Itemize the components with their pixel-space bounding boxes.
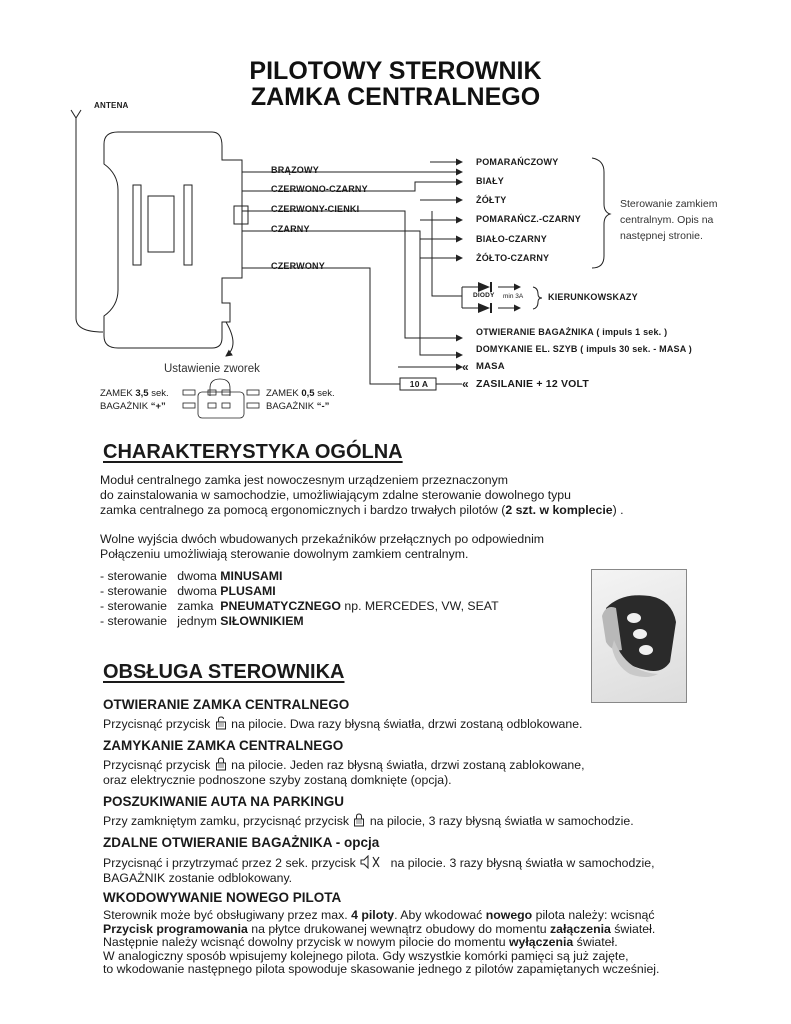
wire-czerwony [242,268,400,384]
jumper-right-line2: BAGAŻNIK “-” [266,401,330,412]
jumper-block-icon [183,379,259,418]
output-label-zolty: ŻÓŁTY [476,195,507,205]
fuse-label: 10 A [409,379,429,389]
open-lock-title: OTWIERANIE ZAMKA CENTRALNEGO [103,697,350,712]
wire-label-czerwony-cienki: CZERWONY-CIENKI [271,204,360,214]
close-lock-text: Przycisnąć przycisk na pilocie. Jeden raz błysną światła, drzwi zostaną zablokowane, oraz elektrycznie podnoszone szyby zostaną domknięte (opcja). [103,758,585,787]
diodes-fuse-label: min 3A [503,293,524,300]
general-paragraph-1: Moduł centralnego zamka jest nowoczesnym urządzeniem przeznaczonym do zainstalowania w samochodzie, umożliwiającym zdalne sterowanie dowolnego typu zamka centralnego za pomocą ergonomicznych i bardzo trwałych pilotów (2 szt. w komplecie) . [100,473,624,517]
find-car-title: POSZUKIWANIE AUTA NA PARKINGU [103,794,344,809]
remote-key-fob-icon [592,570,686,702]
trunk-open-title: ZDALNE OTWIERANIE BAGAŻNIKA - opcja [103,835,380,850]
svg-text:«: « [462,377,469,391]
wire-czarny [242,231,462,355]
jumper-settings-title: Ustawienie zworek [164,363,260,375]
find-car-text: Przy zamkniętym zamku, przycisnąć przycisk na pilocie, 3 razy błysną światła w samochodzie. [103,814,634,828]
list-item: - sterowanie dwoma MINUSAMI [100,569,283,583]
diodes-label: DIODY [473,292,495,299]
speaker-mute-icon [360,855,386,869]
output-ground-label: MASA [476,361,505,372]
controller-module-icon [104,132,248,348]
jumper-left-line1: ZAMEK 3,5 sek. [100,388,169,399]
output-label-zolto-czarny: ŻÓŁTO-CZARNY [476,253,550,263]
output-trunk-label: OTWIERANIE BAGAŻNIKA ( impuls 1 sek. ) [476,327,668,337]
wire-label-czerwono-czarny: CZERWONO-CZARNY [271,184,368,194]
svg-text:«: « [462,360,469,374]
new-remote-title: WKODOWYWANIE NOWEGO PILOTA [103,890,342,905]
unlock-icon [215,716,227,730]
trunk-open-text: Przycisnąć i przytrzymać przez 2 sek. przycisk na pilocie. 3 razy błysną światła w samochodzie, BAGAŻNIK zostanie odblokowany. [103,856,655,885]
new-remote-text: Sterownik może być obsługiwany przez max. 4 piloty. Aby wkodować nowego pilota należy: wcisnąć Przycisk programowania na płytce drukowanej wewnątrz obudowy do momentu załączenia świateł. Następnie należy wcisnąć dowolny przycisk w nowym pilocie do momentu wyłączenia świateł. W analogiczny sposób wpisujemy kolejnego pilota. Gdy wszystkie komórki pamięci są już zajęte, to wkodowanie następnego pilota spowoduje skasowanie jednego z pilotów zapamiętanych wcześniej. [103,908,660,976]
page-title-line1: PILOTOWY STEROWNIK [249,57,542,85]
wire-label-czarny: CZARNY [271,224,310,234]
control-types-list [100,569,499,629]
lock-icon [353,813,365,827]
list-item: - sterowanie jednym SIŁOWNIKIEM [100,614,304,628]
list-item: - sterowanie dwoma PLUSAMI [100,584,276,598]
antenna-label: ANTENA [94,101,129,110]
jumper-left-line2: BAGAŻNIK “+” [100,401,166,412]
page-title-line2: ZAMKA CENTRALNEGO [250,83,541,111]
general-paragraph-2: Wolne wyjścia dwóch wbudowanych przekaźników przełącznych po odpowiednim Połączeniu umożliwiają sterowanie dowolnym zamkiem centralnym. [100,532,545,561]
output-windows-label: DOMYKANIE EL. SZYB ( impuls 30 sek. - MASA ) [476,344,692,354]
lock-icon [215,757,227,771]
output-power-label: ZASILANIE + 12 VOLT [476,378,589,390]
wire-label-brazowy: BRĄZOWY [271,165,319,175]
close-lock-title: ZAMYKANIE ZAMKA CENTRALNEGO [103,738,344,753]
output-label-pomarancz-czarny: POMARAŃCZ.-CZARNY [476,214,581,224]
wire-label-czerwony: CZERWONY [271,261,325,271]
output-label-pomaranczowy: POMARAŃCZOWY [476,157,559,167]
turn-signals-label: KIERUNKOWSKAZY [548,292,638,302]
output-label-bialy: BIAŁY [476,176,504,186]
output-label-bialo-czarny: BIAŁO-CZARNY [476,234,547,244]
jumper-right-line1: ZAMEK 0,5 sek. [266,388,335,399]
lock-control-bracket [592,158,610,268]
general-heading: CHARAKTERYSTYKA OGÓLNA [103,441,403,463]
antenna-icon [71,110,103,332]
remote-photo [591,569,687,703]
lock-control-note: Sterowanie zamkiem centralnym. Opis na następnej stronie. [620,198,718,242]
list-item: - sterowanie zamka PNEUMATYCZNEGO np. MERCEDES, VW, SEAT [100,599,499,613]
open-lock-text: Przycisnąć przycisk na pilocie. Dwa razy błysną światła, drzwi zostaną odblokowane. [103,717,583,731]
operation-heading: OBSŁUGA STEROWNIKA [103,661,345,683]
